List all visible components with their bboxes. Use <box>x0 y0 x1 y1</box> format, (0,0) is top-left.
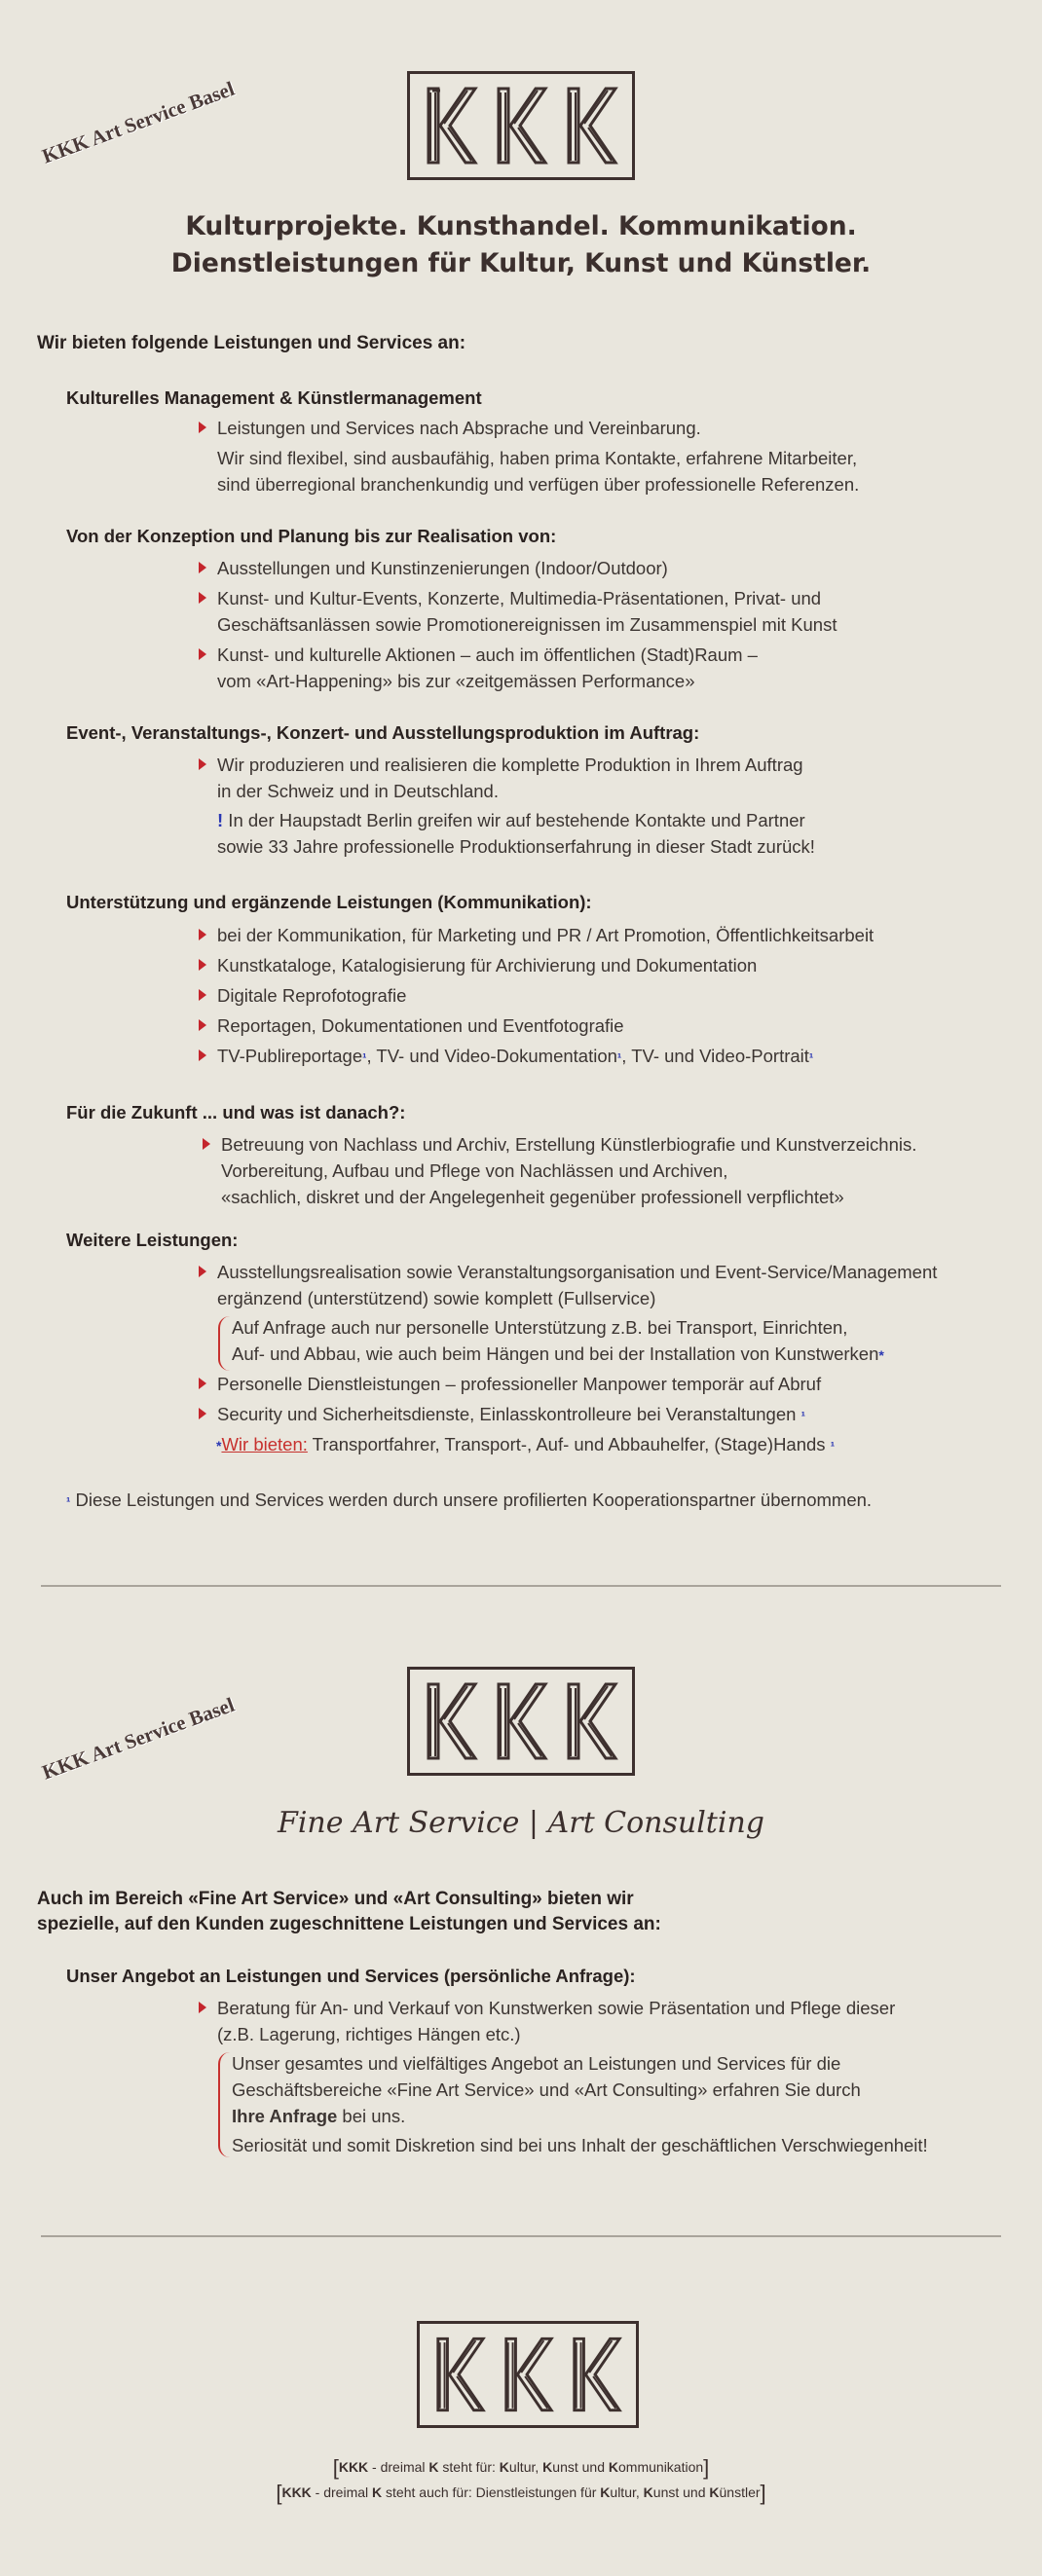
kkk-logo <box>407 1667 635 1776</box>
list-item: Personelle Dienstleistungen – professioneller Manpower temporär auf Abruf <box>217 1371 821 1397</box>
list-subtext: (z.B. Lagerung, richtiges Hängen etc.) <box>217 2024 521 2044</box>
k-letter-icon <box>563 87 619 165</box>
list-subtext: Vorbereitung, Aufbau und Pflege von Nachlässen und Archiven, <box>221 1160 728 1181</box>
fine-art-title: Fine Art Service | Art Consulting <box>278 1806 764 1840</box>
footnote-marker: ¹ <box>362 1050 367 1065</box>
list-subtext: Wir sind flexibel, sind ausbaufähig, haben prima Kontakte, erfahrene Mitarbeiter, <box>217 448 858 468</box>
list-item: Wir produzieren und realisieren die komplette Produktion in Ihrem Auftrag <box>217 752 803 778</box>
event-note: ! In der Haupstadt Berlin greifen wir auf bestehende Kontakte und Partner <box>217 810 805 830</box>
section-heading: Kulturelles Management & Künstlermanagement <box>66 387 482 408</box>
stamp-text: KKK Art Service Basel <box>39 76 238 168</box>
headline-line2: Dienstleistungen für Kultur, Kunst und Künstler. <box>170 248 872 278</box>
list-item: TV-Publireportage¹, TV- und Video-Dokumentation¹, TV- und Video-Portrait¹ <box>217 1043 813 1071</box>
footnote-marker: ¹ <box>800 1409 805 1423</box>
footnote-marker: ¹ <box>830 1439 836 1454</box>
list-item: Ausstellungsrealisation sowie Veranstaltungsorganisation und Event-Service/Management <box>217 1259 937 1285</box>
part2-intro-line2: spezielle, auf den Kunden zugeschnittene Leistungen und Services an: <box>37 1914 661 1934</box>
wir-bieten-link[interactable]: Wir bieten: <box>221 1434 308 1454</box>
list-subtext: ergänzend (unterstützend) sowie komplett (Fullservice) <box>217 1288 656 1308</box>
brace-decoration <box>218 2052 230 2157</box>
kkk-logo <box>407 71 635 180</box>
exclamation-mark: ! <box>217 810 224 830</box>
brace-decoration <box>218 1316 230 1371</box>
list-item: Leistungen und Services nach Absprache und Vereinbarung. <box>217 415 701 441</box>
section-heading: Weitere Leistungen: <box>66 1230 239 1250</box>
footnote-marker: ¹ <box>808 1050 814 1065</box>
footer-line1: [KKK - dreimal K steht für: Kultur, Kunst und Kommunikation] <box>332 2455 710 2480</box>
section-heading: Unterstützung und ergänzende Leistungen (Kommunikation): <box>66 892 592 912</box>
k-letter-icon <box>423 87 479 165</box>
headline-line1: Kulturprojekte. Kunsthandel. Kommunikation. <box>185 211 857 241</box>
section-heading: Von der Konzeption und Planung bis zur Realisation von: <box>66 526 557 546</box>
asterisk-mark: * <box>216 1438 222 1454</box>
list-item: Digitale Reprofotografie <box>217 982 406 1009</box>
k-letter-icon <box>423 1682 479 1760</box>
list-subtext: vom «Art-Happening» bis zur «zeitgemässen Performance» <box>217 671 695 691</box>
intro-heading: Wir bieten folgende Leistungen und Services an: <box>37 333 466 353</box>
section-heading: Für die Zukunft ... und was ist danach?: <box>66 1102 406 1122</box>
k-letter-icon <box>569 2337 623 2412</box>
k-letter-icon <box>493 1682 549 1760</box>
list-subtext: Geschäftsanlässen sowie Promotionereignissen im Zusammenspiel mit Kunst <box>217 614 837 635</box>
asterisk-mark: * <box>878 1347 884 1363</box>
list-subtext: Unser gesamtes und vielfältiges Angebot an Leistungen und Services für die <box>232 2053 841 2074</box>
footnote-marker: ¹ <box>616 1050 622 1065</box>
list-item: Beratung für An- und Verkauf von Kunstwerken sowie Präsentation und Pflege dieser <box>217 1995 895 2021</box>
list-item: bei der Kommunikation, für Marketing und PR / Art Promotion, Öffentlichkeitsarbeit <box>217 922 874 948</box>
list-item: Security und Sicherheitsdienste, Einlasskontrolleure bei Veranstaltungen ¹ <box>217 1401 805 1429</box>
footnote: ¹ Diese Leistungen und Services werden durch unsere profilierten Kooperationspartner übernommen. <box>66 1490 873 1510</box>
list-subtext: sind überregional branchenkundig und verfügen über professionelle Referenzen. <box>217 474 860 495</box>
divider <box>41 1585 1001 1587</box>
list-item: Betreuung von Nachlass und Archiv, Erstellung Künstlerbiografie und Kunstverzeichnis. <box>221 1131 916 1158</box>
list-subtext: Auf- und Abbau, wie auch beim Hängen und bei der Installation von Kunstwerken* <box>232 1343 884 1364</box>
list-item: Kunstkataloge, Katalogisierung für Archivierung und Dokumentation <box>217 952 757 978</box>
list-item: Reportagen, Dokumentationen und Eventfotografie <box>217 1012 624 1039</box>
list-subtext: *Wir bieten: Transportfahrer, Transport-, Auf- und Abbauhelfer, (Stage)Hands ¹ <box>216 1434 836 1454</box>
footer-line2: [KKK - dreimal K steht auch für: Dienstleistungen für Kultur, Kunst und Künstler] <box>276 2481 766 2505</box>
list-subtext: sowie 33 Jahre professionelle Produktionserfahrung in dieser Stadt zurück! <box>217 836 815 857</box>
headline <box>0 208 1042 282</box>
list-subtext: «sachlich, diskret und der Angelegenheit gegenüber professionell verpflichtet» <box>221 1187 844 1207</box>
stamp-text: KKK Art Service Basel <box>39 1692 238 1785</box>
part2-intro-line1: Auch im Bereich «Fine Art Service» und «Art Consulting» bieten wir <box>37 1889 634 1909</box>
list-subtext: in der Schweiz und in Deutschland. <box>217 781 499 801</box>
list-item: Kunst- und kulturelle Aktionen – auch im öffentlichen (Stadt)Raum – <box>217 642 758 668</box>
section-heading: Unser Angebot an Leistungen und Services (persönliche Anfrage): <box>66 1966 636 1986</box>
list-subtext: Seriosität und somit Diskretion sind bei uns Inhalt der geschäftlichen Verschwiegenheit! <box>232 2135 928 2155</box>
list-item: Kunst- und Kultur-Events, Konzerte, Multimedia-Präsentationen, Privat- und <box>217 585 821 611</box>
k-letter-icon <box>501 2337 555 2412</box>
kkk-logo <box>417 2321 639 2428</box>
footnote-marker: ¹ <box>66 1494 71 1509</box>
list-item: Ausstellungen und Kunstinzenierungen (Indoor/Outdoor) <box>217 555 668 581</box>
k-letter-icon <box>563 1682 619 1760</box>
k-letter-icon <box>432 2337 487 2412</box>
section-heading: Event-, Veranstaltungs-, Konzert- und Ausstellungsproduktion im Auftrag: <box>66 722 700 743</box>
list-subtext: Ihre Anfrage bei uns. <box>232 2106 406 2126</box>
list-subtext: Geschäftsbereiche «Fine Art Service» und «Art Consulting» erfahren Sie durch <box>232 2079 861 2100</box>
divider <box>41 2235 1001 2237</box>
k-letter-icon <box>493 87 549 165</box>
list-subtext: Auf Anfrage auch nur personelle Unterstützung z.B. bei Transport, Einrichten, <box>232 1317 848 1338</box>
